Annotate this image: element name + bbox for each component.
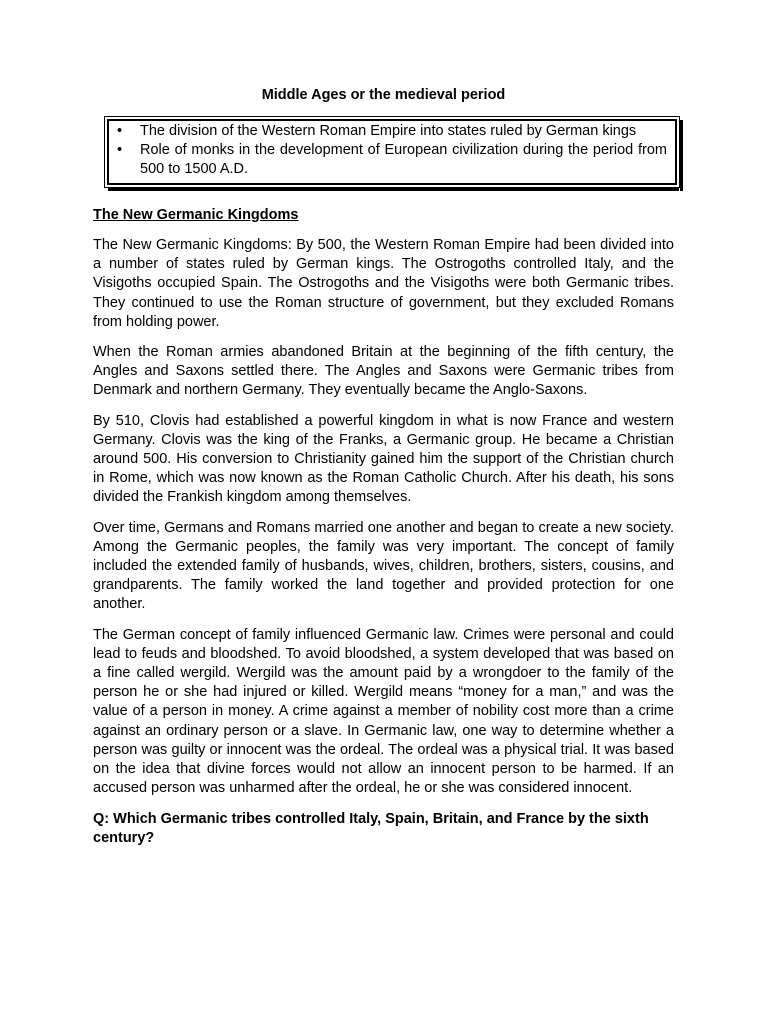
paragraph-clovis: By 510, Clovis had established a powerful kingdom in what is now France and western Germany. Clovis was the king of the Franks, a Germanic group. He became a Christian around 500. His conversion to Christianity gained him the support of the Christian church in Rome, which was now known as the Roman Catholic Church. After his death, his sons divided the Frankish kingdom among themselves. [93, 412, 674, 506]
objectives-list [117, 122, 667, 179]
page-title: Middle Ages or the medieval period [261, 87, 506, 103]
objective-text: The division of the Western Roman Empire into states ruled by German kings [140, 123, 637, 139]
section-heading: The New Germanic Kingdoms [93, 207, 299, 223]
objective-text: Role of monks in the development of European civilization during the period from 500 to 1500 A.D. [140, 142, 667, 177]
bullet-icon: • [117, 123, 123, 139]
objectives-box [104, 116, 680, 188]
objectives-inner [107, 119, 677, 185]
paragraph-society: Over time, Germans and Romans married one another and began to create a new society. Among the Germanic peoples, the family was very important. The concept of family included the extended family of husbands, wives, children, brothers, sisters, cousins, and grandparents. The family worked the land together and provided protection for one another. [93, 519, 674, 613]
objective-item [117, 122, 667, 141]
paragraph-britain: When the Roman armies abandoned Britain at the beginning of the fifth century, the Angles and Saxons settled there. The Angles and Saxons were Germanic tribes from Denmark and northern Germany. They eventually became the Anglo-Saxons. [93, 344, 674, 399]
objective-item [117, 141, 667, 179]
question-text: Q: Which Germanic tribes controlled Italy, Spain, Britain, and France by the sixth century? [93, 811, 649, 847]
document-page [93, 86, 674, 848]
bullet-icon: • [117, 142, 123, 158]
paragraph-germanic-kingdoms: The New Germanic Kingdoms: By 500, the Western Roman Empire had been divided into a number of states ruled by German kings. The Ostrogoths controlled Italy, and the Visigoths occupied Spain. The Ostrogoths and the Visigoths were both Germanic tribes. They continued to use the Roman structure of government, but they excluded Romans from holding power. [93, 237, 674, 330]
paragraph-germanic-law: The German concept of family influenced Germanic law. Crimes were personal and could lead to feuds and bloodshed. To avoid bloodshed, a system developed that was based on a fine called wergild. Wergild was the amount paid by a wrongdoer to the family of the person he or she had injured or killed. Wergild means “money for a man,” and was the value of a person in money. A crime against a member of nobility cost more than a crime against an ordinary person or a slave. In Germanic law, one way to determine whether a person was guilty or innocent was the ordeal. The ordeal was a physical trial. It was based on the idea that divine forces would not allow an innocent person to be harmed. If an accused person was unharmed after the ordeal, he or she was considered innocent. [93, 626, 674, 797]
